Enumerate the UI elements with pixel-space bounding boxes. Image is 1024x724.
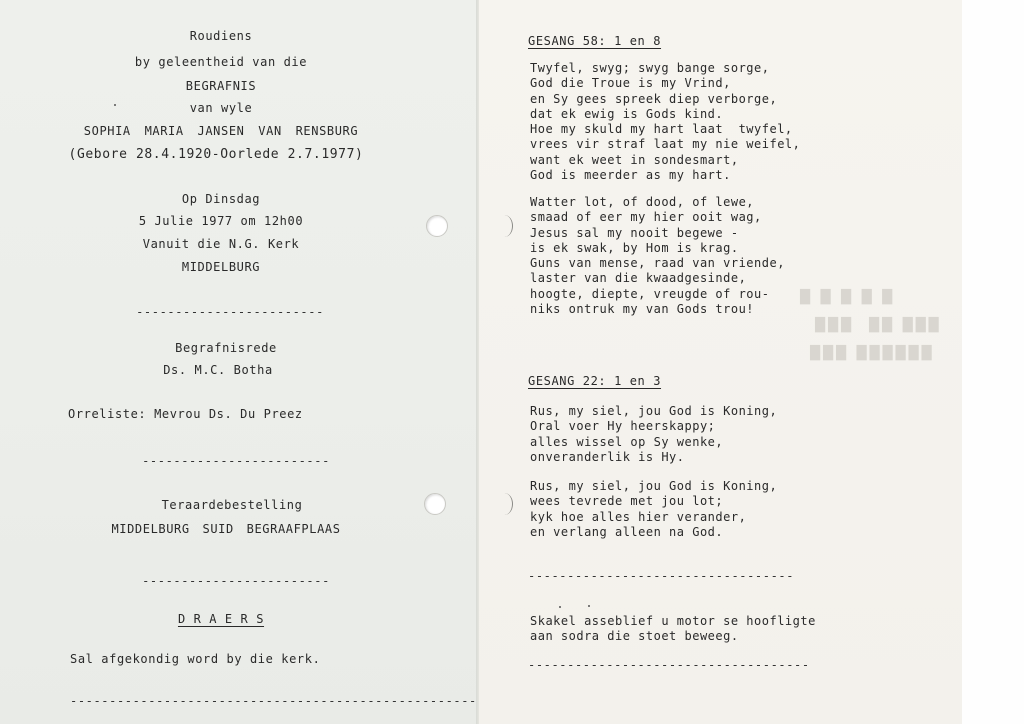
- verse-line: alles wissel op Sy wenke,: [530, 434, 724, 449]
- verse-line: dat ek ewig is Gods kind.: [530, 106, 724, 121]
- bleed-through-stamp: █ █ █ █ █: [800, 290, 896, 305]
- punch-hole-edge: [496, 493, 513, 515]
- hymn-58-heading: GESANG 58: 1 en 8: [528, 34, 662, 48]
- punch-hole-edge: [496, 215, 513, 237]
- verse-line: Watter lot, of dood, of lewe,: [530, 195, 755, 209]
- separator: ------------------------: [142, 574, 330, 588]
- organist-line: Orreliste: Mevrou Ds. Du Preez: [68, 407, 303, 421]
- service-date-time: 5 Julie 1977 om 12h00: [138, 214, 304, 228]
- hymn-22-verse-3: [530, 479, 777, 540]
- cemetery-name: MIDDELBURG SUID BEGRAAFPLAAS: [111, 522, 341, 536]
- hymn-22-heading: GESANG 22: 1 en 3: [528, 374, 662, 388]
- church-name: Vanuit die N.G. Kerk: [142, 237, 300, 251]
- bearers-note: Sal afgekondig word by die kerk.: [70, 652, 321, 666]
- notice-line: Skakel asseblief u motor se hoofligte: [530, 614, 816, 628]
- separator: ------------------------: [136, 305, 324, 319]
- event-title: BEGRAFNIS: [185, 79, 257, 93]
- verse-line: Oral voer Hy heerskappy;: [530, 419, 716, 434]
- verse-line: is ek swak, by Hom is krag.: [530, 240, 739, 255]
- verse-line: Rus, my siel, jou God is Koning,: [530, 404, 778, 418]
- ink-speck: [114, 104, 116, 106]
- bleed-through-stamp-line: ███ ██ ███: [815, 318, 942, 333]
- ink-speck: [559, 606, 561, 608]
- verse-line: Jesus sal my nooit begewe -: [530, 225, 739, 240]
- verse-line: niks ontruk my van Gods trou!: [530, 302, 755, 317]
- separator: ------------------------: [142, 454, 330, 468]
- verse-line: onveranderlik is Hy.: [530, 449, 685, 464]
- verse-line: Hoe my skuld my hart laat twyfel,: [530, 122, 793, 137]
- verse-line: Twyfel, swyg; swyg bange sorge,: [530, 61, 770, 75]
- verse-line: laster van die kwaadgesinde,: [530, 271, 747, 286]
- verse-line: God is meerder as my hart.: [530, 168, 731, 183]
- verse-line: en verlang alleen na God.: [530, 524, 724, 539]
- verse-line: en Sy gees spreek diep verborge,: [530, 91, 778, 106]
- bearers-heading: D R A E R S: [177, 612, 265, 626]
- separator: ------------------------------------: [528, 658, 810, 672]
- verse-line: want ek weet in sondesmart,: [530, 152, 739, 167]
- sermon-label: Begrafnisrede: [175, 341, 277, 355]
- verse-line: kyk hoe alles hier verander,: [530, 509, 747, 524]
- of-late-line: van wyle: [189, 101, 253, 115]
- verse-line: smaad of eer my hier ooit wag,: [530, 210, 762, 225]
- town-name: MIDDELBURG: [181, 260, 261, 274]
- separator: ----------------------------------: [528, 569, 795, 583]
- separator: ----------------------------------------------------: [70, 694, 477, 708]
- verse-line: Guns van mense, raad van vriende,: [530, 256, 785, 271]
- service-day: Op Dinsdag: [181, 192, 261, 206]
- interment-label: Teraardebestelling: [161, 498, 303, 512]
- bleed-through-stamp-line: ███ ██████: [810, 346, 935, 361]
- headlights-notice: [530, 614, 816, 645]
- programme-title: Roudiens: [189, 29, 253, 43]
- minister-name: Ds. M.C. Botha: [163, 363, 273, 377]
- hymn-22-verse-1: [530, 404, 777, 465]
- hymn-58-verse-1: [530, 61, 800, 183]
- occasion-line: by geleentheid van die: [134, 55, 308, 69]
- right-margin-strip: [962, 0, 1024, 724]
- ink-speck: [588, 605, 590, 607]
- punch-hole: [426, 215, 448, 237]
- deceased-name: SOPHIA MARIA JANSEN VAN RENSBURG: [83, 124, 359, 138]
- verse-line: Rus, my siel, jou God is Koning,: [530, 479, 778, 493]
- verse-line: hoogte, diepte, vreugde of rou-: [530, 286, 770, 301]
- verse-line: God die Troue is my Vrind,: [530, 76, 731, 91]
- verse-line: vrees vir straf laat my nie weifel,: [530, 137, 801, 152]
- center-fold: [476, 0, 479, 724]
- punch-hole: [424, 493, 446, 515]
- verse-line: wees tevrede met jou lot;: [530, 494, 724, 509]
- hymn-58-verse-8: [530, 195, 785, 317]
- notice-line: aan sodra die stoet beweeg.: [530, 629, 739, 644]
- birth-death-dates: (Gebore 28.4.1920-Oorlede 2.7.1977): [68, 147, 364, 162]
